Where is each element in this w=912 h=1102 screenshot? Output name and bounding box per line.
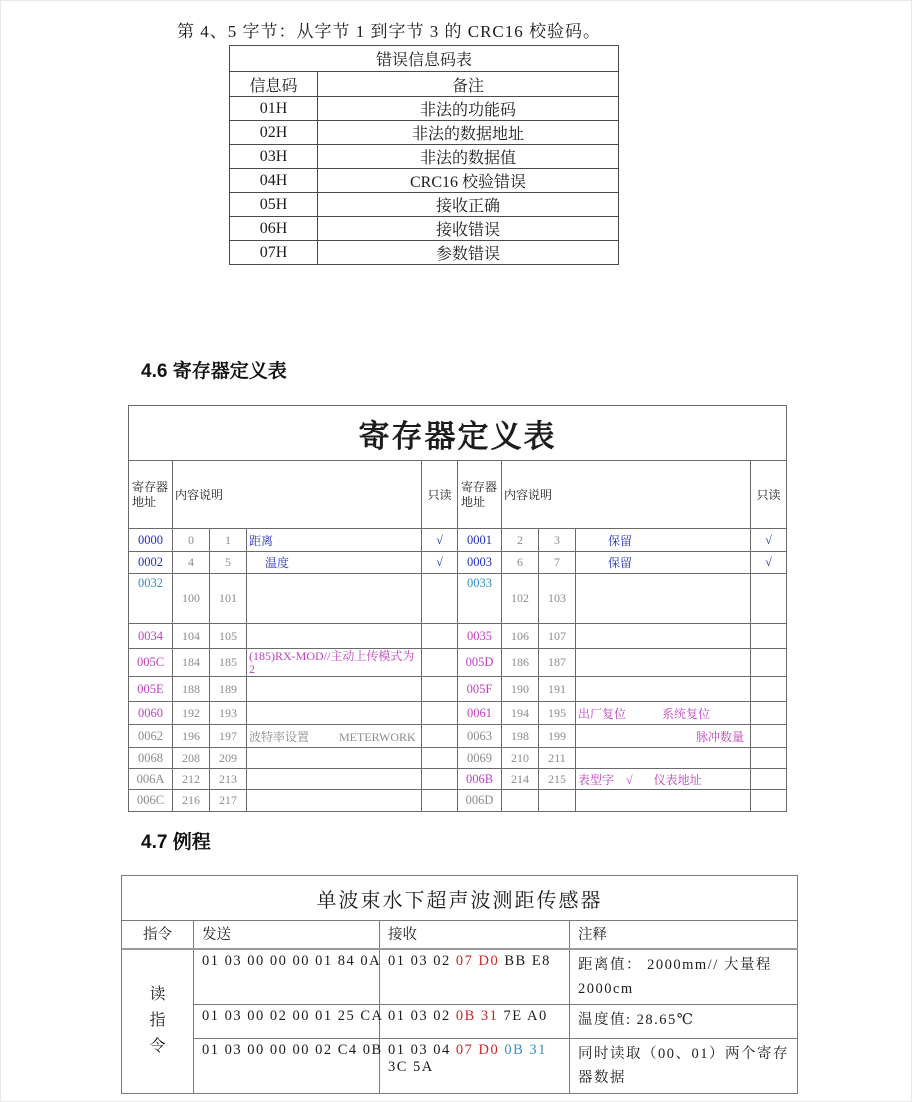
- reg-byte: 190: [502, 677, 539, 702]
- hex-part-highlight-red: 07 D0: [455, 1041, 500, 1058]
- header-readonly-right: 只读: [751, 461, 787, 529]
- reg-readonly-check: [751, 790, 787, 812]
- error-code: 07H: [230, 241, 318, 265]
- reg-byte: 195: [539, 702, 576, 725]
- note-text: 同时读取（00、01）两个寄存器数据: [570, 1038, 798, 1093]
- table-row: [129, 552, 787, 574]
- header-send: 发送: [194, 921, 380, 949]
- send-frame: 01 03 00 00 00 01 84 0A: [194, 949, 380, 1005]
- reg-addr: 0068: [129, 748, 173, 769]
- reg-byte: 7: [539, 552, 576, 574]
- reg-readonly-check: √: [751, 552, 787, 574]
- reg-readonly-check: [422, 748, 458, 769]
- reg-byte: 214: [502, 769, 539, 790]
- reg-desc: 温度: [247, 552, 422, 574]
- reg-byte: [502, 790, 539, 812]
- table-row: [230, 193, 619, 217]
- reg-readonly-check: [751, 748, 787, 769]
- table-row: [122, 1038, 798, 1093]
- reg-desc: [247, 677, 422, 702]
- hex-part-highlight-blue: 0B 31: [504, 1041, 547, 1058]
- error-code: 05H: [230, 193, 318, 217]
- reg-readonly-check: [422, 677, 458, 702]
- reg-addr: 005E: [129, 677, 173, 702]
- reg-byte: 105: [210, 624, 247, 649]
- error-code: 02H: [230, 121, 318, 145]
- read-command-label: 读指令: [149, 986, 166, 1055]
- error-table-title-row: [230, 46, 619, 72]
- example-table-title: 单波束水下超声波测距传感器: [122, 876, 798, 921]
- register-table-title: 寄存器定义表: [129, 406, 787, 461]
- table-row: [129, 649, 787, 677]
- note-text: 距离值： 2000mm// 大量程 2000cm: [570, 949, 798, 1005]
- reg-addr: 0003: [458, 552, 502, 574]
- reg-addr: 005C: [129, 649, 173, 677]
- reg-desc: [576, 624, 751, 649]
- reg-readonly-check: [751, 702, 787, 725]
- reg-readonly-check: [422, 702, 458, 725]
- table-row: [230, 145, 619, 169]
- section-heading-4-6: 4.6 寄存器定义表: [141, 361, 287, 382]
- reg-byte: 192: [173, 702, 210, 725]
- reg-addr: 005D: [458, 649, 502, 677]
- reg-desc: [576, 677, 751, 702]
- header-register-address-right: 寄存器地址: [458, 461, 502, 529]
- reg-readonly-check: [751, 677, 787, 702]
- reg-byte: 2: [502, 529, 539, 552]
- reg-readonly-check: [422, 725, 458, 748]
- hex-part: 3C 5A: [388, 1058, 434, 1075]
- table-row: [129, 769, 787, 790]
- reg-addr: 0035: [458, 624, 502, 649]
- header-note: 注释: [570, 921, 798, 949]
- reg-readonly-check: [751, 624, 787, 649]
- table-row: [122, 1004, 798, 1038]
- error-code: 06H: [230, 217, 318, 241]
- error-remark: CRC16 校验错误: [318, 169, 619, 193]
- table-row: [230, 241, 619, 265]
- reg-addr: 006B: [458, 769, 502, 790]
- table-row: [230, 121, 619, 145]
- reg-desc: [576, 748, 751, 769]
- table-row: [230, 97, 619, 121]
- hex-part: 01 03 02: [388, 1007, 456, 1024]
- reg-desc: [247, 790, 422, 812]
- header-register-address-left: 寄存器地址: [129, 461, 173, 529]
- reg-addr: 0034: [129, 624, 173, 649]
- reg-byte: 197: [210, 725, 247, 748]
- register-table-header-row: [129, 461, 787, 529]
- reg-byte: 210: [502, 748, 539, 769]
- table-row: [129, 624, 787, 649]
- reg-desc: 保留: [576, 529, 751, 552]
- error-code: 03H: [230, 145, 318, 169]
- reg-addr: 0032: [129, 574, 173, 624]
- reg-byte: 185: [210, 649, 247, 677]
- reg-readonly-check: [422, 769, 458, 790]
- reg-readonly-check: [422, 649, 458, 677]
- hex-part: 7E A0: [498, 1007, 548, 1024]
- hex-part-highlight-red: 07 D0: [455, 952, 500, 969]
- reg-readonly-check: √: [422, 529, 458, 552]
- reg-addr: 0063: [458, 725, 502, 748]
- reg-desc: 表型字 √ 仪表地址: [576, 769, 751, 790]
- reg-byte: 209: [210, 748, 247, 769]
- error-remark: 接收正确: [318, 193, 619, 217]
- reg-addr: 0061: [458, 702, 502, 725]
- header-content-desc-left: 内容说明: [173, 461, 422, 529]
- hex-part: 01 03 04: [388, 1041, 456, 1058]
- reg-byte: 189: [210, 677, 247, 702]
- reg-desc: [576, 649, 751, 677]
- table-row: [129, 702, 787, 725]
- reg-readonly-check: [751, 649, 787, 677]
- reg-byte: 186: [502, 649, 539, 677]
- read-command-label-cell: [122, 949, 194, 1094]
- table-row: [129, 725, 787, 748]
- error-remark: 非法的数据值: [318, 145, 619, 169]
- example-table-header-row: [122, 921, 798, 949]
- reg-readonly-check: √: [751, 529, 787, 552]
- reg-addr: 0000: [129, 529, 173, 552]
- reg-byte: 5: [210, 552, 247, 574]
- reg-byte: 199: [539, 725, 576, 748]
- reg-byte: 1: [210, 529, 247, 552]
- reg-byte: 194: [502, 702, 539, 725]
- reg-byte: 0: [173, 529, 210, 552]
- receive-frame: [380, 1038, 570, 1093]
- table-row: [129, 748, 787, 769]
- receive-frame: [380, 1004, 570, 1038]
- reg-byte: 100: [173, 574, 210, 624]
- reg-byte: 187: [539, 649, 576, 677]
- error-remark: 接收错误: [318, 217, 619, 241]
- table-row: [129, 677, 787, 702]
- reg-desc: [247, 624, 422, 649]
- hex-part: 01 03 02: [388, 952, 456, 969]
- reg-byte: 188: [173, 677, 210, 702]
- register-table-title-row: [129, 406, 787, 461]
- reg-desc: [247, 574, 422, 624]
- header-receive: 接收: [380, 921, 570, 949]
- reg-desc: [247, 748, 422, 769]
- reg-addr: 0002: [129, 552, 173, 574]
- crc-byte-note: 第 4、5 字节：从字节 1 到字节 3 的 CRC16 校验码。: [177, 22, 602, 41]
- table-row: [230, 169, 619, 193]
- reg-desc: (185)RX-MOD//主动上传模式为2: [247, 649, 422, 677]
- header-command: 指令: [122, 921, 194, 949]
- reg-readonly-check: [422, 574, 458, 624]
- reg-byte: 191: [539, 677, 576, 702]
- reg-byte: [539, 790, 576, 812]
- reg-desc: 波特率设置 METERWORK: [247, 725, 422, 748]
- reg-byte: 6: [502, 552, 539, 574]
- error-col-code: 信息码: [230, 72, 318, 97]
- reg-byte: 211: [539, 748, 576, 769]
- header-content-desc-right: 内容说明: [502, 461, 751, 529]
- reg-byte: 4: [173, 552, 210, 574]
- example-table-title-row: [122, 876, 798, 921]
- reg-addr: 006C: [129, 790, 173, 812]
- table-row: [129, 529, 787, 552]
- reg-readonly-check: [751, 725, 787, 748]
- reg-addr: 0001: [458, 529, 502, 552]
- reg-byte: 217: [210, 790, 247, 812]
- reg-byte: 208: [173, 748, 210, 769]
- note-text: 温度值: 28.65℃: [570, 1004, 798, 1038]
- reg-byte: 107: [539, 624, 576, 649]
- reg-readonly-check: [751, 574, 787, 624]
- reg-readonly-check: [751, 769, 787, 790]
- reg-addr: 0060: [129, 702, 173, 725]
- error-remark: 非法的数据地址: [318, 121, 619, 145]
- reg-addr: 006D: [458, 790, 502, 812]
- error-table-header-row: [230, 72, 619, 97]
- reg-byte: 198: [502, 725, 539, 748]
- error-remark: 参数错误: [318, 241, 619, 265]
- reg-desc: 出厂复位 系统复位: [576, 702, 751, 725]
- reg-byte: 196: [173, 725, 210, 748]
- example-routine-table: [121, 875, 798, 1094]
- header-readonly-left: 只读: [422, 461, 458, 529]
- reg-addr: 0062: [129, 725, 173, 748]
- reg-byte: 215: [539, 769, 576, 790]
- section-heading-4-7: 4.7 例程: [141, 832, 211, 853]
- reg-addr: 005F: [458, 677, 502, 702]
- table-row: [129, 574, 787, 624]
- reg-readonly-check: [422, 624, 458, 649]
- reg-byte: 106: [502, 624, 539, 649]
- reg-byte: 102: [502, 574, 539, 624]
- hex-part-highlight-red: 0B 31: [455, 1007, 499, 1024]
- reg-byte: 212: [173, 769, 210, 790]
- reg-desc: 脉冲数量: [576, 725, 751, 748]
- table-row: [129, 790, 787, 812]
- reg-desc: [576, 790, 751, 812]
- reg-desc: [576, 574, 751, 624]
- reg-desc: [247, 702, 422, 725]
- reg-readonly-check: [422, 790, 458, 812]
- reg-addr: 0033: [458, 574, 502, 624]
- error-table-title: 错误信息码表: [230, 46, 619, 72]
- register-definition-table: [128, 405, 787, 812]
- error-code: 01H: [230, 97, 318, 121]
- hex-part: BB E8: [499, 952, 551, 969]
- error-code-table: [229, 45, 619, 265]
- table-row: [122, 949, 798, 1005]
- reg-byte: 103: [539, 574, 576, 624]
- reg-byte: 213: [210, 769, 247, 790]
- reg-byte: 3: [539, 529, 576, 552]
- reg-byte: 101: [210, 574, 247, 624]
- reg-desc: 保留: [576, 552, 751, 574]
- reg-desc: [247, 769, 422, 790]
- reg-byte: 104: [173, 624, 210, 649]
- receive-frame: [380, 949, 570, 1005]
- reg-readonly-check: √: [422, 552, 458, 574]
- reg-addr: 006A: [129, 769, 173, 790]
- reg-byte: 193: [210, 702, 247, 725]
- error-code: 04H: [230, 169, 318, 193]
- reg-addr: 0069: [458, 748, 502, 769]
- reg-byte: 216: [173, 790, 210, 812]
- reg-desc: 距离: [247, 529, 422, 552]
- table-row: [230, 217, 619, 241]
- send-frame: 01 03 00 02 00 01 25 CA: [194, 1004, 380, 1038]
- send-frame: 01 03 00 00 00 02 C4 0B: [194, 1038, 380, 1093]
- error-col-remark: 备注: [318, 72, 619, 97]
- error-remark: 非法的功能码: [318, 97, 619, 121]
- reg-byte: 184: [173, 649, 210, 677]
